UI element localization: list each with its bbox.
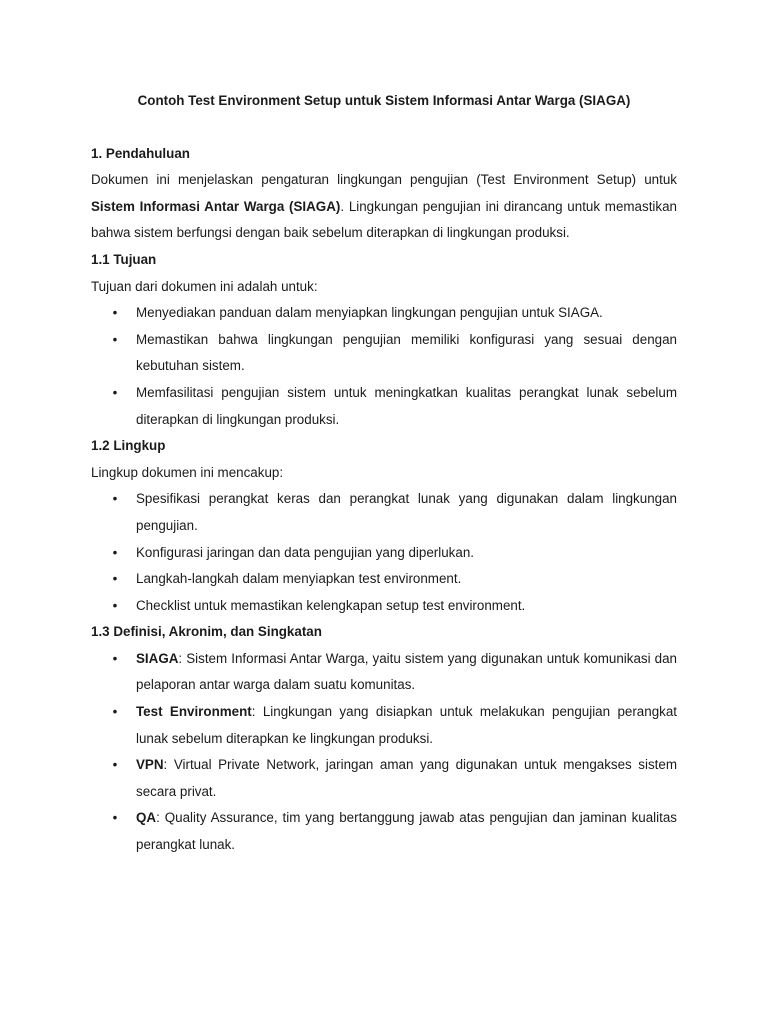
bullet-icon: • <box>112 491 118 507</box>
list-item <box>91 540 677 567</box>
pendahuluan-bold-system-name: Sistem Informasi Antar Warga (SIAGA) <box>91 198 341 214</box>
list-item <box>91 593 677 620</box>
tujuan-list <box>91 300 677 433</box>
bullet-icon: • <box>112 331 118 347</box>
heading-definisi: 1.3 Definisi, Akronim, dan Singkatan <box>91 624 322 640</box>
document-body <box>91 88 677 859</box>
list-item <box>91 380 677 433</box>
definition-term: SIAGA <box>136 650 179 666</box>
list-item-text: Memfasilitasi pengujian sistem untuk meningkatkan kualitas perangkat lunak sebelum diterapkan di lingkungan produksi. <box>136 384 677 427</box>
bullet-icon: • <box>112 650 118 666</box>
definition-desc: : Quality Assurance, tim yang bertanggung jawab atas pengujian dan jaminan kualitas perangkat lunak. <box>136 810 677 853</box>
definisi-list <box>91 646 677 859</box>
bullet-icon: • <box>112 571 118 587</box>
definition-term: VPN <box>136 757 164 773</box>
pendahuluan-text-1: Dokumen ini menjelaskan pengaturan lingkungan pengujian (Test Environment Setup) untuk <box>91 172 677 188</box>
pendahuluan-text-2: . Lingkungan pengujian ini dirancang untuk memastikan bahwa sistem berfungsi dengan baik sebelum diterapkan di lingkungan produksi. <box>91 198 677 241</box>
bullet-icon: • <box>112 757 118 773</box>
list-item-text: Memastikan bahwa lingkungan pengujian memiliki konfigurasi yang sesuai dengan kebutuhan sistem. <box>136 331 677 374</box>
definition-item <box>91 805 677 858</box>
pendahuluan-paragraph <box>91 167 677 247</box>
list-item <box>91 300 677 327</box>
bullet-icon: • <box>112 305 118 321</box>
list-item <box>91 327 677 380</box>
list-item <box>91 486 677 539</box>
bullet-icon: • <box>112 704 118 720</box>
definition-term: Test Environment <box>136 704 252 720</box>
definition-item <box>91 752 677 805</box>
list-item <box>91 566 677 593</box>
list-item-text: Spesifikasi perangkat keras dan perangkat lunak yang digunakan dalam lingkungan pengujian. <box>136 491 677 533</box>
definition-desc: : Sistem Informasi Antar Warga, yaitu sistem yang digunakan untuk komunikasi dan pelaporan antar warga dalam suatu komunitas. <box>136 650 677 693</box>
heading-lingkup: 1.2 Lingkup <box>91 438 166 454</box>
list-item-text: Langkah-langkah dalam menyiapkan test environment. <box>136 571 462 587</box>
list-item-text: Menyediakan panduan dalam menyiapkan lingkungan pengujian untuk SIAGA. <box>136 305 603 321</box>
list-item-text: Konfigurasi jaringan dan data pengujian yang diperlukan. <box>136 544 474 560</box>
definition-item <box>91 699 677 752</box>
bullet-icon: • <box>112 597 118 613</box>
heading-pendahuluan: 1. Pendahuluan <box>91 145 190 161</box>
definition-term: QA <box>136 810 157 826</box>
heading-tujuan: 1.1 Tujuan <box>91 251 157 267</box>
lingkup-intro: Lingkup dokumen ini mencakup: <box>91 464 284 480</box>
bullet-icon: • <box>112 544 118 560</box>
tujuan-intro: Tujuan dari dokumen ini adalah untuk: <box>91 278 318 294</box>
definition-desc: : Lingkungan yang disiapkan untuk melakukan pengujian perangkat lunak sebelum diterapkan ke lingkungan produksi. <box>136 704 677 746</box>
lingkup-list <box>91 486 677 619</box>
definition-item <box>91 646 677 699</box>
definition-desc: : Virtual Private Network, jaringan aman yang digunakan untuk mengakses sistem secara privat. <box>136 757 677 799</box>
bullet-icon: • <box>112 384 118 400</box>
bullet-icon: • <box>112 810 118 826</box>
list-item-text: Checklist untuk memastikan kelengkapan setup test environment. <box>136 597 526 613</box>
document-title: Contoh Test Environment Setup untuk Sistem Informasi Antar Warga (SIAGA) <box>137 93 631 108</box>
